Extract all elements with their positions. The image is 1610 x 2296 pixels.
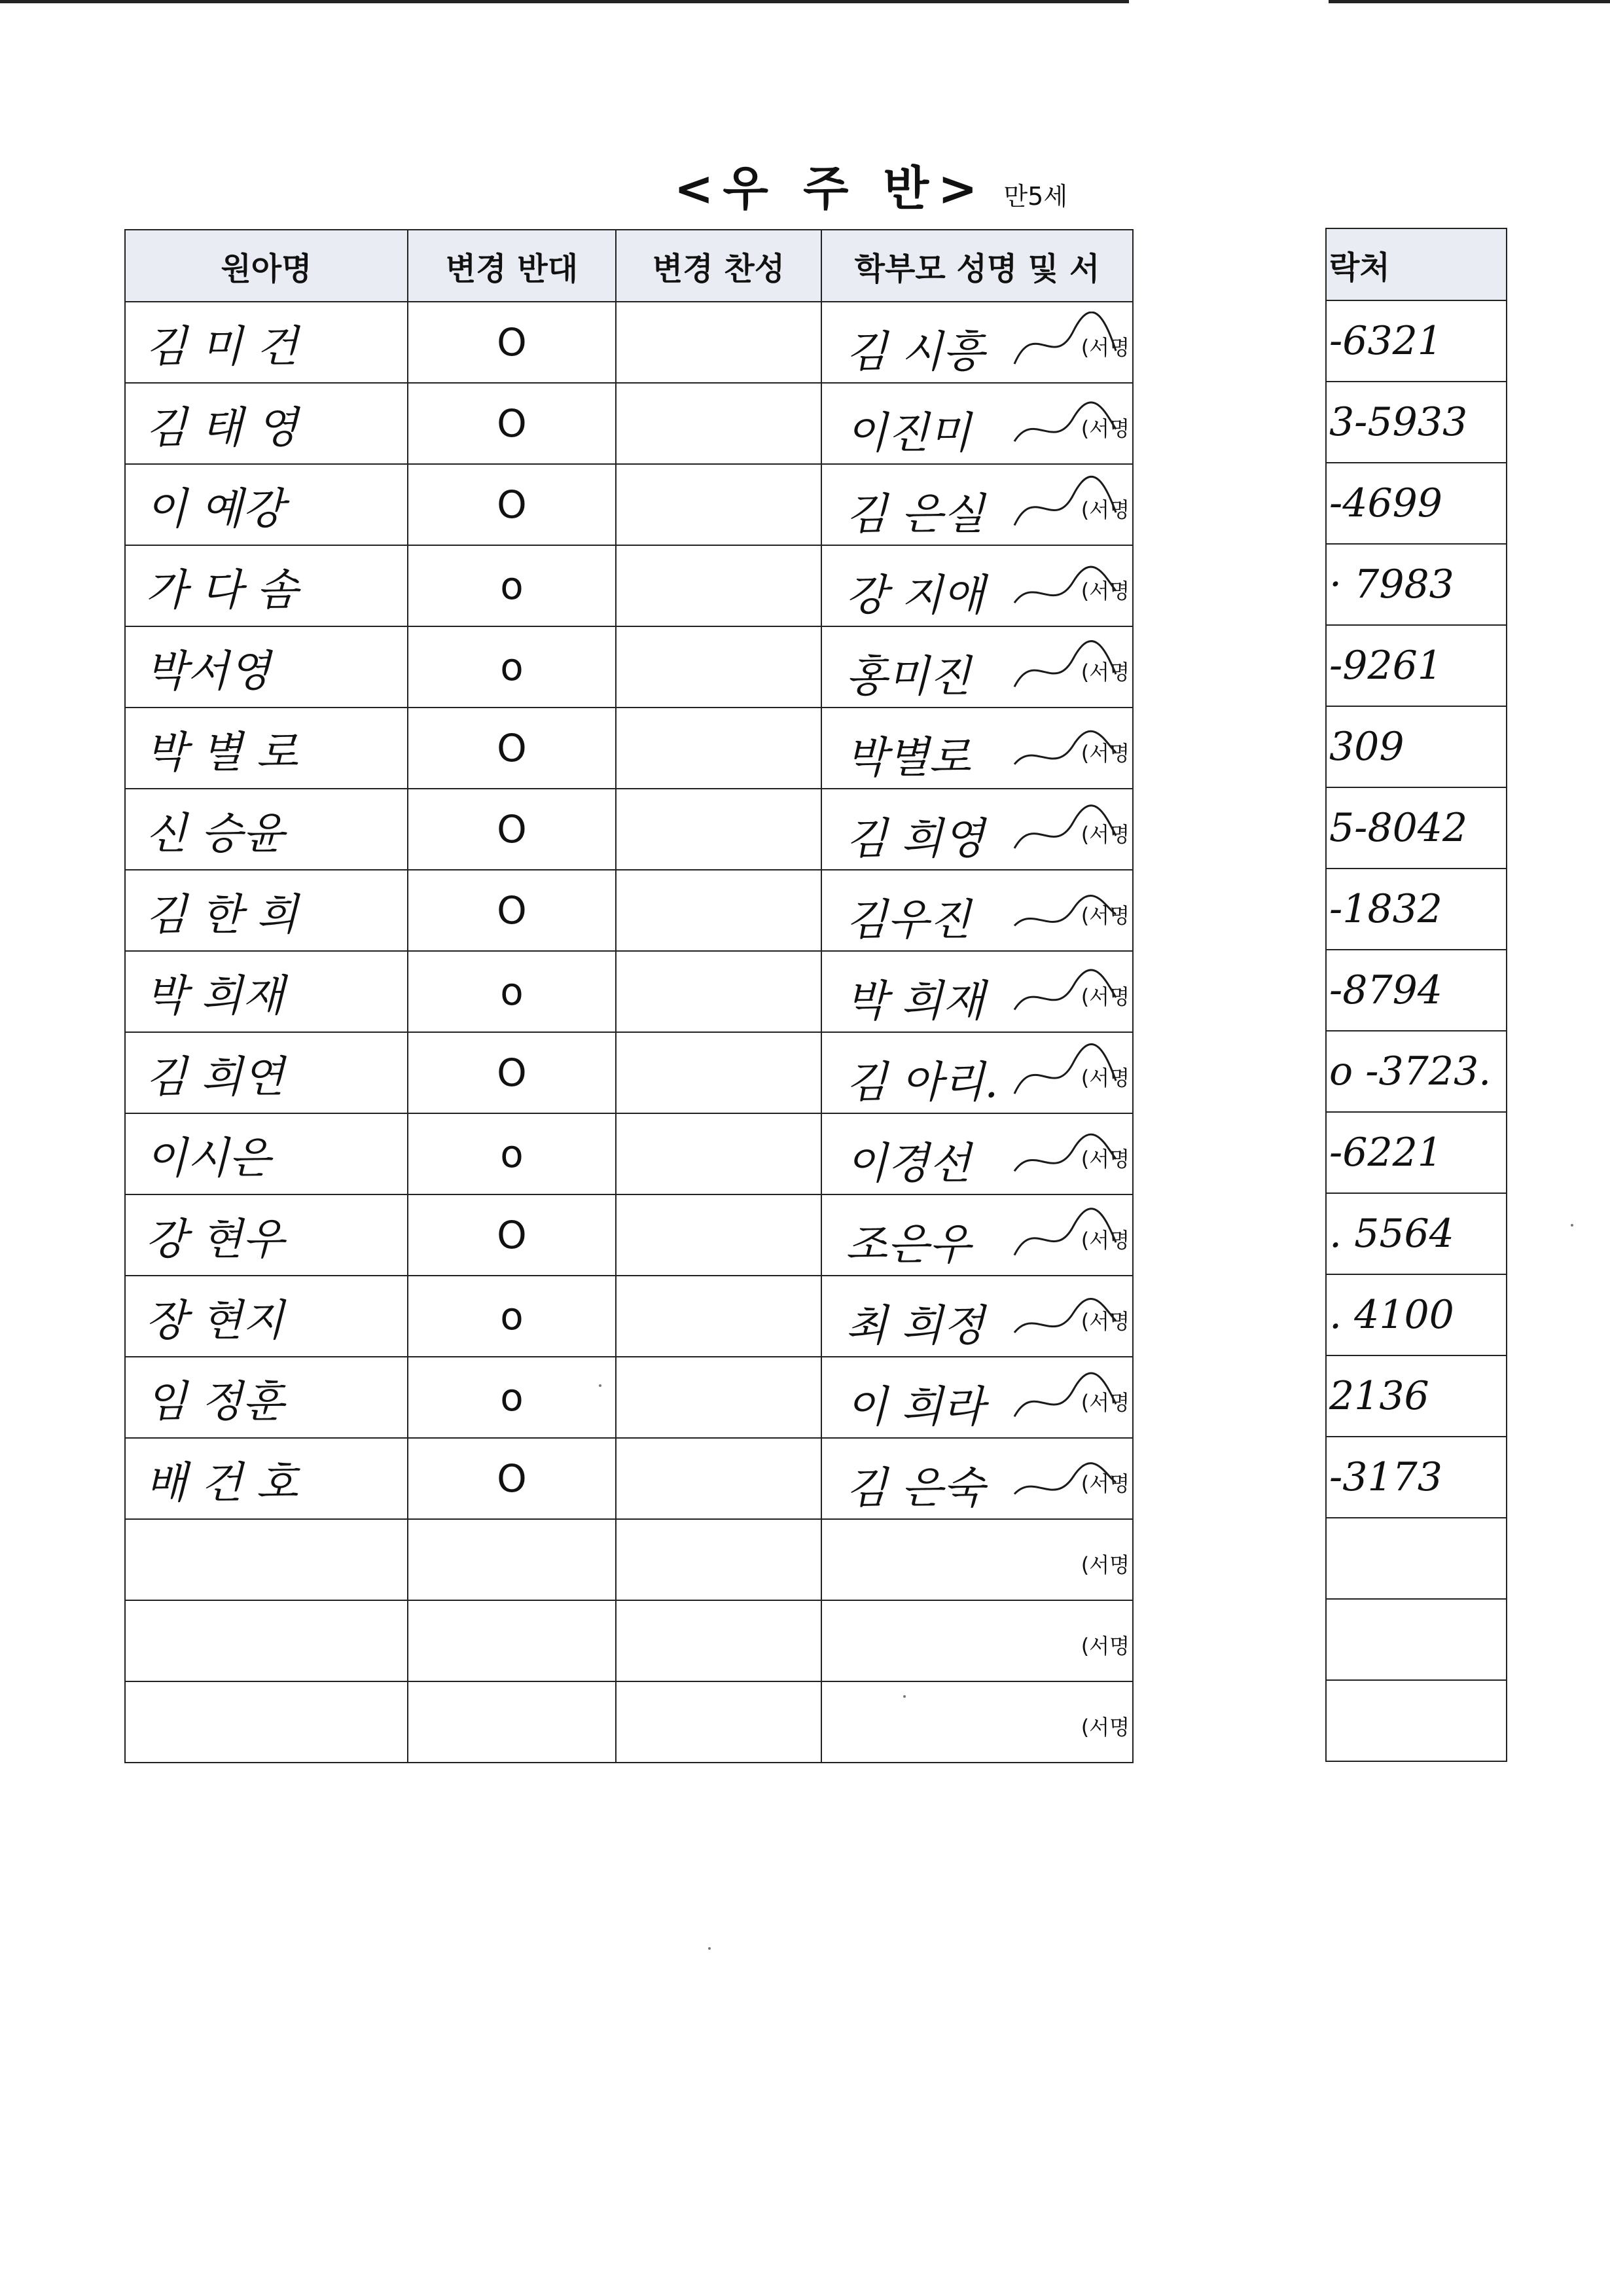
phone-cell: 2136 bbox=[1326, 1355, 1507, 1437]
table-row bbox=[125, 464, 1133, 545]
child-name-cell: 이시은 bbox=[125, 1113, 408, 1194]
table-row bbox=[125, 383, 1133, 464]
phone-cell: -6321 bbox=[1326, 300, 1507, 382]
parent-signature-cell bbox=[821, 1681, 1133, 1763]
contact-row bbox=[1326, 1680, 1507, 1761]
agree-mark-cell bbox=[616, 1194, 821, 1276]
oppose-mark-cell: o bbox=[408, 951, 616, 1032]
contact-row bbox=[1326, 544, 1507, 625]
phone-cell bbox=[1326, 1599, 1507, 1680]
contact-row bbox=[1326, 1599, 1507, 1680]
contact-row bbox=[1326, 1355, 1507, 1437]
signature-label: (서명 bbox=[1081, 579, 1130, 603]
scan-edge-left bbox=[0, 0, 1129, 3]
contact-row bbox=[1326, 300, 1507, 382]
parent-name: 김 시흥 bbox=[846, 327, 985, 377]
agree-mark-cell bbox=[616, 1438, 821, 1519]
table-row bbox=[125, 1113, 1133, 1194]
agree-mark-cell bbox=[616, 302, 821, 383]
header-row bbox=[125, 230, 1133, 302]
parent-name: 김 아리. bbox=[846, 1057, 999, 1107]
page-title: <우 주 반> bbox=[674, 161, 987, 216]
agree-mark-cell bbox=[616, 789, 821, 870]
handwritten-signature bbox=[1008, 717, 1119, 783]
agree-mark-cell bbox=[616, 545, 821, 626]
child-name-cell: 박서영 bbox=[125, 626, 408, 708]
parent-name: 이 희라 bbox=[846, 1382, 985, 1432]
parent-signature-cell bbox=[821, 1357, 1133, 1438]
parent-signature-cell bbox=[821, 951, 1133, 1032]
signature-label: (서명 bbox=[1081, 1715, 1130, 1740]
oppose-mark-cell bbox=[408, 1681, 616, 1763]
parent-name: 김 은실 bbox=[846, 489, 985, 539]
contact-row bbox=[1326, 950, 1507, 1031]
table-row bbox=[125, 1194, 1133, 1276]
consent-table bbox=[124, 229, 1134, 1763]
signature-label: (서명 bbox=[1081, 660, 1130, 685]
parent-name: 김우진 bbox=[846, 895, 971, 945]
child-name-cell bbox=[125, 1681, 408, 1763]
child-name-cell: 김 희연 bbox=[125, 1032, 408, 1113]
parent-name: 조은우 bbox=[846, 1219, 971, 1270]
paper-speck bbox=[599, 1384, 601, 1387]
parent-signature-cell bbox=[821, 1032, 1133, 1113]
child-name-cell: 가 다 솜 bbox=[125, 545, 408, 626]
table-row bbox=[125, 708, 1133, 789]
agree-mark-cell bbox=[616, 1276, 821, 1357]
handwritten-signature bbox=[1008, 393, 1119, 458]
parent-name: 이경선 bbox=[846, 1138, 971, 1189]
agree-mark-cell bbox=[616, 626, 821, 708]
child-name-cell: 김 한 희 bbox=[125, 870, 408, 951]
oppose-mark-cell bbox=[408, 1600, 616, 1681]
header-row-contact bbox=[1326, 228, 1507, 300]
header-child-name: 원아명 bbox=[125, 230, 408, 302]
contact-row bbox=[1326, 1274, 1507, 1355]
child-name-cell bbox=[125, 1600, 408, 1681]
phone-cell: · 7983 bbox=[1326, 544, 1507, 625]
phone-cell: 309 bbox=[1326, 706, 1507, 787]
table-row bbox=[125, 951, 1133, 1032]
agree-mark-cell bbox=[616, 870, 821, 951]
parent-name: 박별로 bbox=[846, 732, 971, 783]
parent-signature-cell bbox=[821, 1276, 1133, 1357]
agree-mark-cell bbox=[616, 951, 821, 1032]
agree-mark-cell bbox=[616, 1113, 821, 1194]
contact-row bbox=[1326, 463, 1507, 544]
contact-row bbox=[1326, 787, 1507, 869]
parent-name: 홍미진 bbox=[846, 651, 971, 702]
handwritten-signature bbox=[1008, 1204, 1119, 1270]
contact-row bbox=[1326, 1112, 1507, 1193]
signature-label: (서명 bbox=[1081, 903, 1130, 928]
child-name-cell: 김 미 건 bbox=[125, 302, 408, 383]
parent-signature-cell bbox=[821, 302, 1133, 383]
signature-label: (서명 bbox=[1081, 1390, 1130, 1415]
contact-row bbox=[1326, 1193, 1507, 1274]
handwritten-signature bbox=[1008, 1285, 1119, 1351]
oppose-mark-cell: o bbox=[408, 545, 616, 626]
table-row bbox=[125, 1357, 1133, 1438]
title-block bbox=[674, 151, 1068, 216]
handwritten-signature bbox=[1008, 961, 1119, 1026]
handwritten-signature bbox=[1008, 312, 1119, 377]
header-contact: 락처 bbox=[1326, 228, 1507, 300]
paper-speck bbox=[708, 1947, 711, 1950]
scan-edge-right bbox=[1329, 0, 1610, 3]
phone-cell: 5-8042 bbox=[1326, 787, 1507, 869]
oppose-mark-cell: O bbox=[408, 1032, 616, 1113]
contact-row bbox=[1326, 869, 1507, 950]
paper-speck bbox=[903, 1695, 906, 1698]
signature-label: (서명 bbox=[1081, 1309, 1130, 1334]
table-row bbox=[125, 545, 1133, 626]
table-row bbox=[125, 870, 1133, 951]
parent-name: 최 희정 bbox=[846, 1300, 985, 1351]
parent-signature-cell bbox=[821, 1519, 1133, 1600]
oppose-mark-cell: o bbox=[408, 1357, 616, 1438]
agree-mark-cell bbox=[616, 1600, 821, 1681]
child-name-cell: 김 태 영 bbox=[125, 383, 408, 464]
handwritten-signature bbox=[1008, 636, 1119, 702]
oppose-mark-cell: O bbox=[408, 789, 616, 870]
handwritten-signature bbox=[1008, 1367, 1119, 1432]
signature-label: (서명 bbox=[1081, 984, 1130, 1009]
oppose-mark-cell: O bbox=[408, 1438, 616, 1519]
child-name-cell: 임 정훈 bbox=[125, 1357, 408, 1438]
agree-mark-cell bbox=[616, 1519, 821, 1600]
oppose-mark-cell: o bbox=[408, 1276, 616, 1357]
contact-row bbox=[1326, 1031, 1507, 1112]
phone-cell: -4699 bbox=[1326, 463, 1507, 544]
oppose-mark-cell: O bbox=[408, 708, 616, 789]
handwritten-signature bbox=[1008, 798, 1119, 864]
child-name-cell: 배 건 호 bbox=[125, 1438, 408, 1519]
agree-mark-cell bbox=[616, 1681, 821, 1763]
oppose-mark-cell: o bbox=[408, 1113, 616, 1194]
child-name-cell: 신 승윤 bbox=[125, 789, 408, 870]
contact-table-fragment bbox=[1325, 228, 1507, 1762]
handwritten-signature bbox=[1008, 1123, 1119, 1189]
agree-mark-cell bbox=[616, 1357, 821, 1438]
handwritten-signature bbox=[1008, 555, 1119, 620]
parent-signature-cell bbox=[821, 1600, 1133, 1681]
oppose-mark-cell: O bbox=[408, 383, 616, 464]
table-row bbox=[125, 1438, 1133, 1519]
handwritten-signature bbox=[1008, 474, 1119, 539]
agree-mark-cell bbox=[616, 383, 821, 464]
phone-cell: -1832 bbox=[1326, 869, 1507, 950]
parent-signature-cell bbox=[821, 626, 1133, 708]
signature-label: (서명 bbox=[1081, 1552, 1130, 1577]
phone-cell: -3173 bbox=[1326, 1437, 1507, 1518]
phone-cell: -6221 bbox=[1326, 1112, 1507, 1193]
parent-signature-cell bbox=[821, 708, 1133, 789]
signature-label: (서명 bbox=[1081, 1228, 1130, 1253]
contact-row bbox=[1326, 706, 1507, 787]
phone-cell: . 5564 bbox=[1326, 1193, 1507, 1274]
parent-signature-cell bbox=[821, 789, 1133, 870]
child-name-cell bbox=[125, 1519, 408, 1600]
parent-name: 김 희영 bbox=[846, 814, 985, 864]
parent-signature-cell bbox=[821, 464, 1133, 545]
contact-row bbox=[1326, 382, 1507, 463]
handwritten-signature bbox=[1008, 1042, 1119, 1107]
child-name-cell: 박 별 로 bbox=[125, 708, 408, 789]
parent-name: 김 은숙 bbox=[846, 1463, 985, 1513]
oppose-mark-cell: O bbox=[408, 1194, 616, 1276]
phone-cell: 3-5933 bbox=[1326, 382, 1507, 463]
paper-speck bbox=[1571, 1224, 1573, 1227]
signature-label: (서명 bbox=[1081, 741, 1130, 766]
parent-signature-cell bbox=[821, 545, 1133, 626]
signature-label: (서명 bbox=[1081, 1634, 1130, 1659]
table-row bbox=[125, 302, 1133, 383]
agree-mark-cell bbox=[616, 464, 821, 545]
oppose-mark-cell bbox=[408, 1519, 616, 1600]
child-name-cell: 박 희재 bbox=[125, 951, 408, 1032]
child-name-cell: 강 현우 bbox=[125, 1194, 408, 1276]
header-parent: 학부모 성명 및 서 bbox=[821, 230, 1133, 302]
oppose-mark-cell: O bbox=[408, 302, 616, 383]
parent-signature-cell bbox=[821, 1194, 1133, 1276]
table-row bbox=[125, 1600, 1133, 1681]
parent-name: 이진미 bbox=[846, 408, 971, 458]
phone-cell bbox=[1326, 1518, 1507, 1599]
parent-signature-cell bbox=[821, 870, 1133, 951]
table-row bbox=[125, 1032, 1133, 1113]
phone-cell: -8794 bbox=[1326, 950, 1507, 1031]
handwritten-signature bbox=[1008, 880, 1119, 945]
parent-name: 박 희재 bbox=[846, 976, 985, 1026]
table-row bbox=[125, 789, 1133, 870]
table-row bbox=[125, 1681, 1133, 1763]
parent-signature-cell bbox=[821, 383, 1133, 464]
signature-label: (서명 bbox=[1081, 497, 1130, 522]
phone-cell: -9261 bbox=[1326, 625, 1507, 706]
oppose-mark-cell: o bbox=[408, 626, 616, 708]
signature-label: (서명 bbox=[1081, 416, 1130, 441]
signature-label: (서명 bbox=[1081, 335, 1130, 360]
oppose-mark-cell: O bbox=[408, 870, 616, 951]
contact-row bbox=[1326, 1518, 1507, 1599]
header-oppose: 변경 반대 bbox=[408, 230, 616, 302]
child-name-cell: 장 현지 bbox=[125, 1276, 408, 1357]
agree-mark-cell bbox=[616, 1032, 821, 1113]
oppose-mark-cell: O bbox=[408, 464, 616, 545]
phone-cell: o -3723. bbox=[1326, 1031, 1507, 1112]
agree-mark-cell bbox=[616, 708, 821, 789]
table-row bbox=[125, 1276, 1133, 1357]
table-row bbox=[125, 626, 1133, 708]
table-row bbox=[125, 1519, 1133, 1600]
parent-signature-cell bbox=[821, 1113, 1133, 1194]
age-group-label: 만5세 bbox=[1003, 182, 1068, 211]
child-name-cell: 이 예강 bbox=[125, 464, 408, 545]
contact-row bbox=[1326, 625, 1507, 706]
handwritten-signature bbox=[1008, 1448, 1119, 1513]
parent-signature-cell bbox=[821, 1438, 1133, 1519]
signature-label: (서명 bbox=[1081, 822, 1130, 847]
signature-label: (서명 bbox=[1081, 1066, 1130, 1090]
signature-label: (서명 bbox=[1081, 1471, 1130, 1496]
parent-name: 강 지애 bbox=[846, 570, 985, 620]
header-agree: 변경 찬성 bbox=[616, 230, 821, 302]
signature-label: (서명 bbox=[1081, 1147, 1130, 1172]
phone-cell bbox=[1326, 1680, 1507, 1761]
phone-cell: . 4100 bbox=[1326, 1274, 1507, 1355]
contact-row bbox=[1326, 1437, 1507, 1518]
